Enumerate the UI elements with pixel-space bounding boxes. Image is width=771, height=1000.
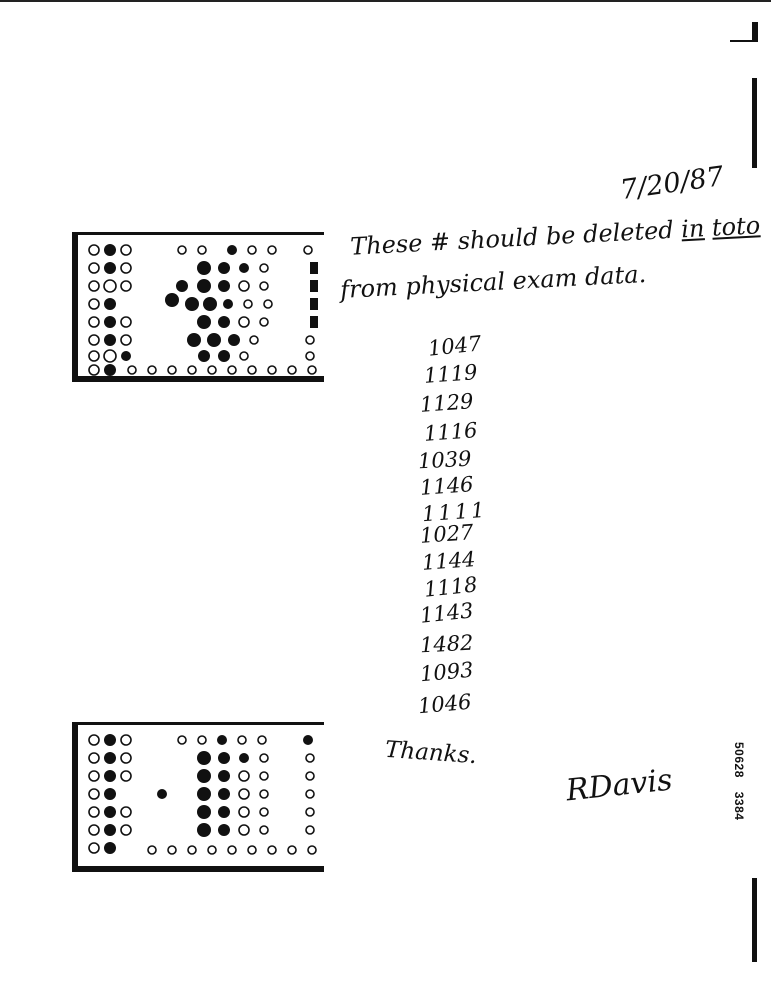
list-item: 1482: [419, 630, 475, 658]
list-item: 1116: [423, 418, 479, 446]
handwritten-thanks: Thanks.: [384, 736, 478, 770]
binder-mark-arrow: [752, 22, 758, 42]
bates-part-2: 3384: [732, 791, 746, 821]
list-item: 1118: [422, 572, 479, 602]
note-text-underlined-in: in: [680, 214, 706, 244]
list-item: 1093: [419, 657, 475, 687]
list-item: 1111: [421, 497, 489, 527]
list-item: 1119: [423, 360, 479, 388]
handwritten-note-line-2: from physical exam data.: [339, 260, 647, 304]
list-item: 1047: [426, 331, 483, 361]
list-item: 1046: [417, 689, 473, 719]
signature: RDavis: [564, 762, 675, 809]
bates-number: [732, 742, 746, 830]
punch-card-strip-bottom: [72, 722, 324, 874]
punch-card-strip-top: [72, 232, 324, 384]
list-item: 1144: [421, 547, 477, 575]
note-text-underlined-toto: toto: [711, 211, 761, 242]
list-item: 1129: [419, 389, 475, 417]
note-text-part-1: These # should be deleted: [349, 215, 675, 261]
binder-bar-lower: [752, 878, 757, 962]
handwritten-date: 7/20/87: [618, 160, 726, 207]
list-item: 1146: [419, 472, 475, 500]
binder-bar-upper: [752, 78, 757, 168]
list-item: 1143: [418, 598, 475, 628]
handwritten-note-line-1: [350, 211, 761, 260]
bates-part-1: 50628: [732, 742, 746, 778]
list-item: 1027: [419, 520, 475, 548]
scan-top-edge: [0, 0, 771, 2]
list-item: 1039: [417, 446, 473, 474]
